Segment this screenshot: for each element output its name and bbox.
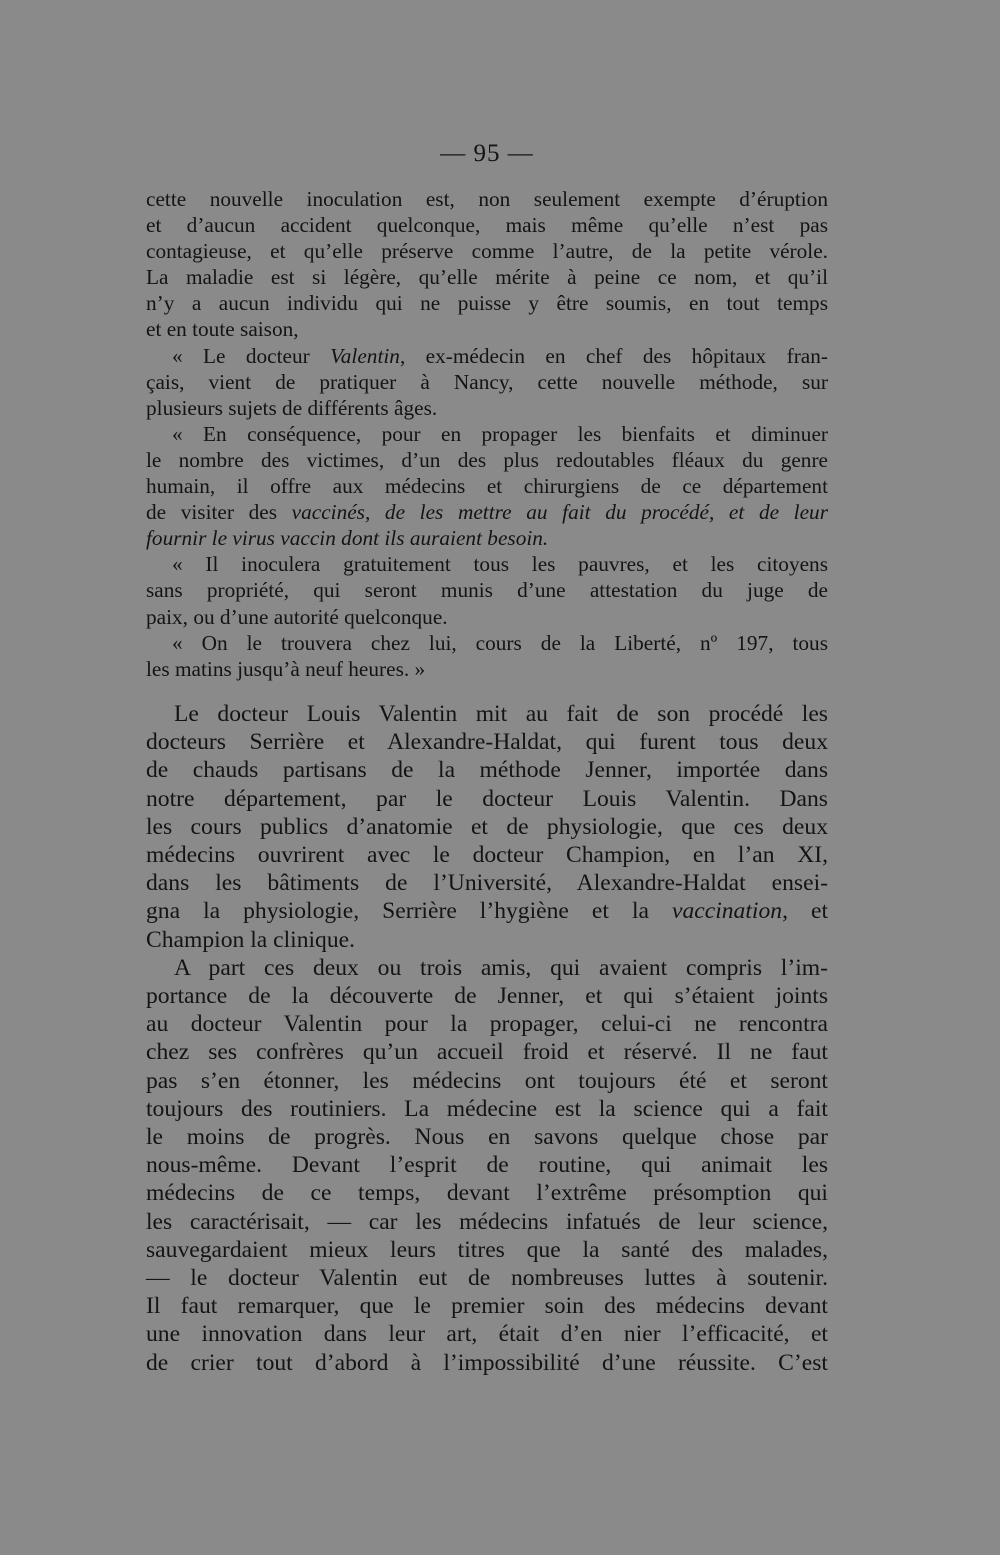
quote-paragraph xyxy=(146,186,828,343)
text-run: Champion la clinique. xyxy=(146,926,356,953)
quote-line xyxy=(146,369,828,395)
body-line xyxy=(146,756,828,784)
text-run: les matins jusqu’à neuf heures. » xyxy=(146,656,426,681)
text-run: gna la physiologie, Serrière l’hygiène et la xyxy=(146,898,672,925)
text-run: le moins de progrès. Nous en savons quelque chose par xyxy=(146,1124,828,1151)
body-line xyxy=(146,1179,828,1207)
text-run: docteurs Serrière et Alexandre-Haldat, qui furent tous deux xyxy=(146,729,828,756)
quote-line xyxy=(146,656,828,682)
text-run: le nombre des victimes, d’un des plus redoutables fléaux du genre xyxy=(146,447,828,472)
text-run: « On le trouvera chez lui, cours de la Liberté, nº 197, tous xyxy=(172,630,828,655)
text-run: « Il inoculera gratuitement tous les pauvres, et les citoyens xyxy=(172,552,828,577)
body-line xyxy=(146,1349,828,1377)
body-line xyxy=(146,926,828,954)
quote-line xyxy=(146,499,828,525)
body-line xyxy=(146,1292,828,1320)
body-line xyxy=(146,1208,828,1236)
text-run: au docteur Valentin pour la propager, celui-ci ne rencontra xyxy=(146,1011,828,1038)
quoted-notice xyxy=(146,186,828,682)
text-run: de crier tout d’abord à l’impossibilité d’une réussite. C’est xyxy=(146,1349,828,1376)
body-paragraph xyxy=(146,954,828,1377)
text-run: — le docteur Valentin eut de nombreuses luttes à soutenir. xyxy=(146,1265,828,1292)
quote-line xyxy=(146,343,828,369)
body-line xyxy=(146,728,828,756)
quote-line xyxy=(146,525,828,551)
text-run: chez ses confrères qu’un accueil froid et réservé. Il ne faut xyxy=(146,1039,828,1066)
quote-paragraph xyxy=(146,630,828,682)
quote-line xyxy=(146,447,828,473)
text-run: La maladie est si légère, qu’elle mérite à peine ce nom, et qu’il xyxy=(146,265,828,290)
quote-line xyxy=(146,604,828,630)
text-run: paix, ou d’une autorité quelconque. xyxy=(146,604,448,629)
body-line xyxy=(146,897,828,925)
quote-line xyxy=(146,551,828,577)
text-run: de visiter des xyxy=(146,500,292,525)
body-line xyxy=(146,1123,828,1151)
body-line xyxy=(146,954,828,982)
quote-paragraph xyxy=(146,551,828,629)
body-line xyxy=(146,841,828,869)
quote-line xyxy=(146,186,828,212)
quote-paragraph xyxy=(146,343,828,421)
body-line xyxy=(146,1010,828,1038)
text-run: et en toute saison, xyxy=(146,317,299,342)
text-run: « Le docteur xyxy=(172,343,331,368)
text-run: çais, vient de pratiquer à Nancy, cette nouvelle méthode, sur xyxy=(146,369,828,394)
body-line xyxy=(146,1320,828,1348)
quote-line xyxy=(146,395,828,421)
quote-line xyxy=(146,238,828,264)
quote-line xyxy=(146,630,828,656)
text-run: toujours des routiniers. La médecine est la science qui a fait xyxy=(146,1095,828,1122)
italic-text: Valentin xyxy=(330,343,400,368)
quote-line xyxy=(146,316,828,342)
body-line xyxy=(146,1095,828,1123)
text-run: , ex-médecin en chef des hôpitaux fran- xyxy=(399,343,828,368)
quote-line xyxy=(146,473,828,499)
text-run: « En conséquence, pour en propager les bienfaits et diminuer xyxy=(172,421,828,446)
body-line xyxy=(146,1264,828,1292)
text-run: nous-même. Devant l’esprit de routine, qui animait les xyxy=(146,1152,828,1179)
text-run: médecins ouvrirent avec le docteur Champion, en l’an XI, xyxy=(146,842,828,869)
text-run: les cours publics d’anatomie et de physiologie, que ces deux xyxy=(146,813,828,840)
body-line xyxy=(146,785,828,813)
text-run: , et xyxy=(782,898,828,925)
text-run: les caractérisait, — car les médecins infatués de leur science, xyxy=(146,1208,828,1235)
text-run: plusieurs sujets de différents âges. xyxy=(146,395,438,420)
quote-line xyxy=(146,212,828,238)
text-run: sauvegardaient mieux leurs titres que la santé des malades, xyxy=(146,1236,828,1263)
body-line xyxy=(146,1151,828,1179)
body-paragraph xyxy=(146,700,828,954)
body-line xyxy=(146,1236,828,1264)
text-run: médecins de ce temps, devant l’extrême présomption qui xyxy=(146,1180,828,1207)
body-line xyxy=(146,869,828,897)
text-run: dans les bâtiments de l’Université, Alexandre-Haldat ensei- xyxy=(146,870,828,897)
quote-line xyxy=(146,421,828,447)
quote-paragraph xyxy=(146,421,828,551)
body-line xyxy=(146,982,828,1010)
quote-line xyxy=(146,290,828,316)
quote-line xyxy=(146,264,828,290)
italic-text: vaccinés, de les mettre au fait du procédé, et de leur xyxy=(291,500,828,525)
body-line xyxy=(146,700,828,728)
italic-text: fournir le virus vaccin dont ils auraient besoin. xyxy=(146,526,549,551)
text-run: de chauds partisans de la méthode Jenner, importée dans xyxy=(146,757,828,784)
text-run: A part ces deux ou trois amis, qui avaient compris l’im- xyxy=(174,954,828,981)
text-run: cette nouvelle inoculation est, non seulement exempte d’éruption xyxy=(146,187,828,211)
text-run: humain, il offre aux médecins et chirurgiens de ce département xyxy=(146,474,828,499)
body-line xyxy=(146,813,828,841)
body-line xyxy=(146,1038,828,1066)
text-run: portance de la découverte de Jenner, et qui s’étaient joints xyxy=(146,983,828,1010)
text-run: notre département, par le docteur Louis Valentin. Dans xyxy=(146,785,828,812)
text-run: Il faut remarquer, que le premier soin des médecins devant xyxy=(146,1293,828,1320)
text-run: sans propriété, qui seront munis d’une attestation du juge de xyxy=(146,578,828,603)
italic-text: vaccination xyxy=(671,898,783,925)
text-run: contagieuse, et qu’elle préserve comme l’autre, de la petite vérole. xyxy=(146,239,828,264)
text-run: une innovation dans leur art, était d’en nier l’efficacité, et xyxy=(146,1321,828,1348)
page-number: — 95 — xyxy=(440,140,534,167)
main-text xyxy=(146,700,828,1377)
text-run: pas s’en étonner, les médecins ont toujours été et seront xyxy=(146,1067,828,1094)
text-run: et d’aucun accident quelconque, mais même qu’elle n’est pas xyxy=(146,213,828,238)
text-run: Le docteur Louis Valentin mit au fait de son procédé les xyxy=(174,701,828,727)
quote-line xyxy=(146,577,828,603)
text-run: n’y a aucun individu qui ne puisse y être soumis, en tout temps xyxy=(146,291,828,316)
body-line xyxy=(146,1067,828,1095)
